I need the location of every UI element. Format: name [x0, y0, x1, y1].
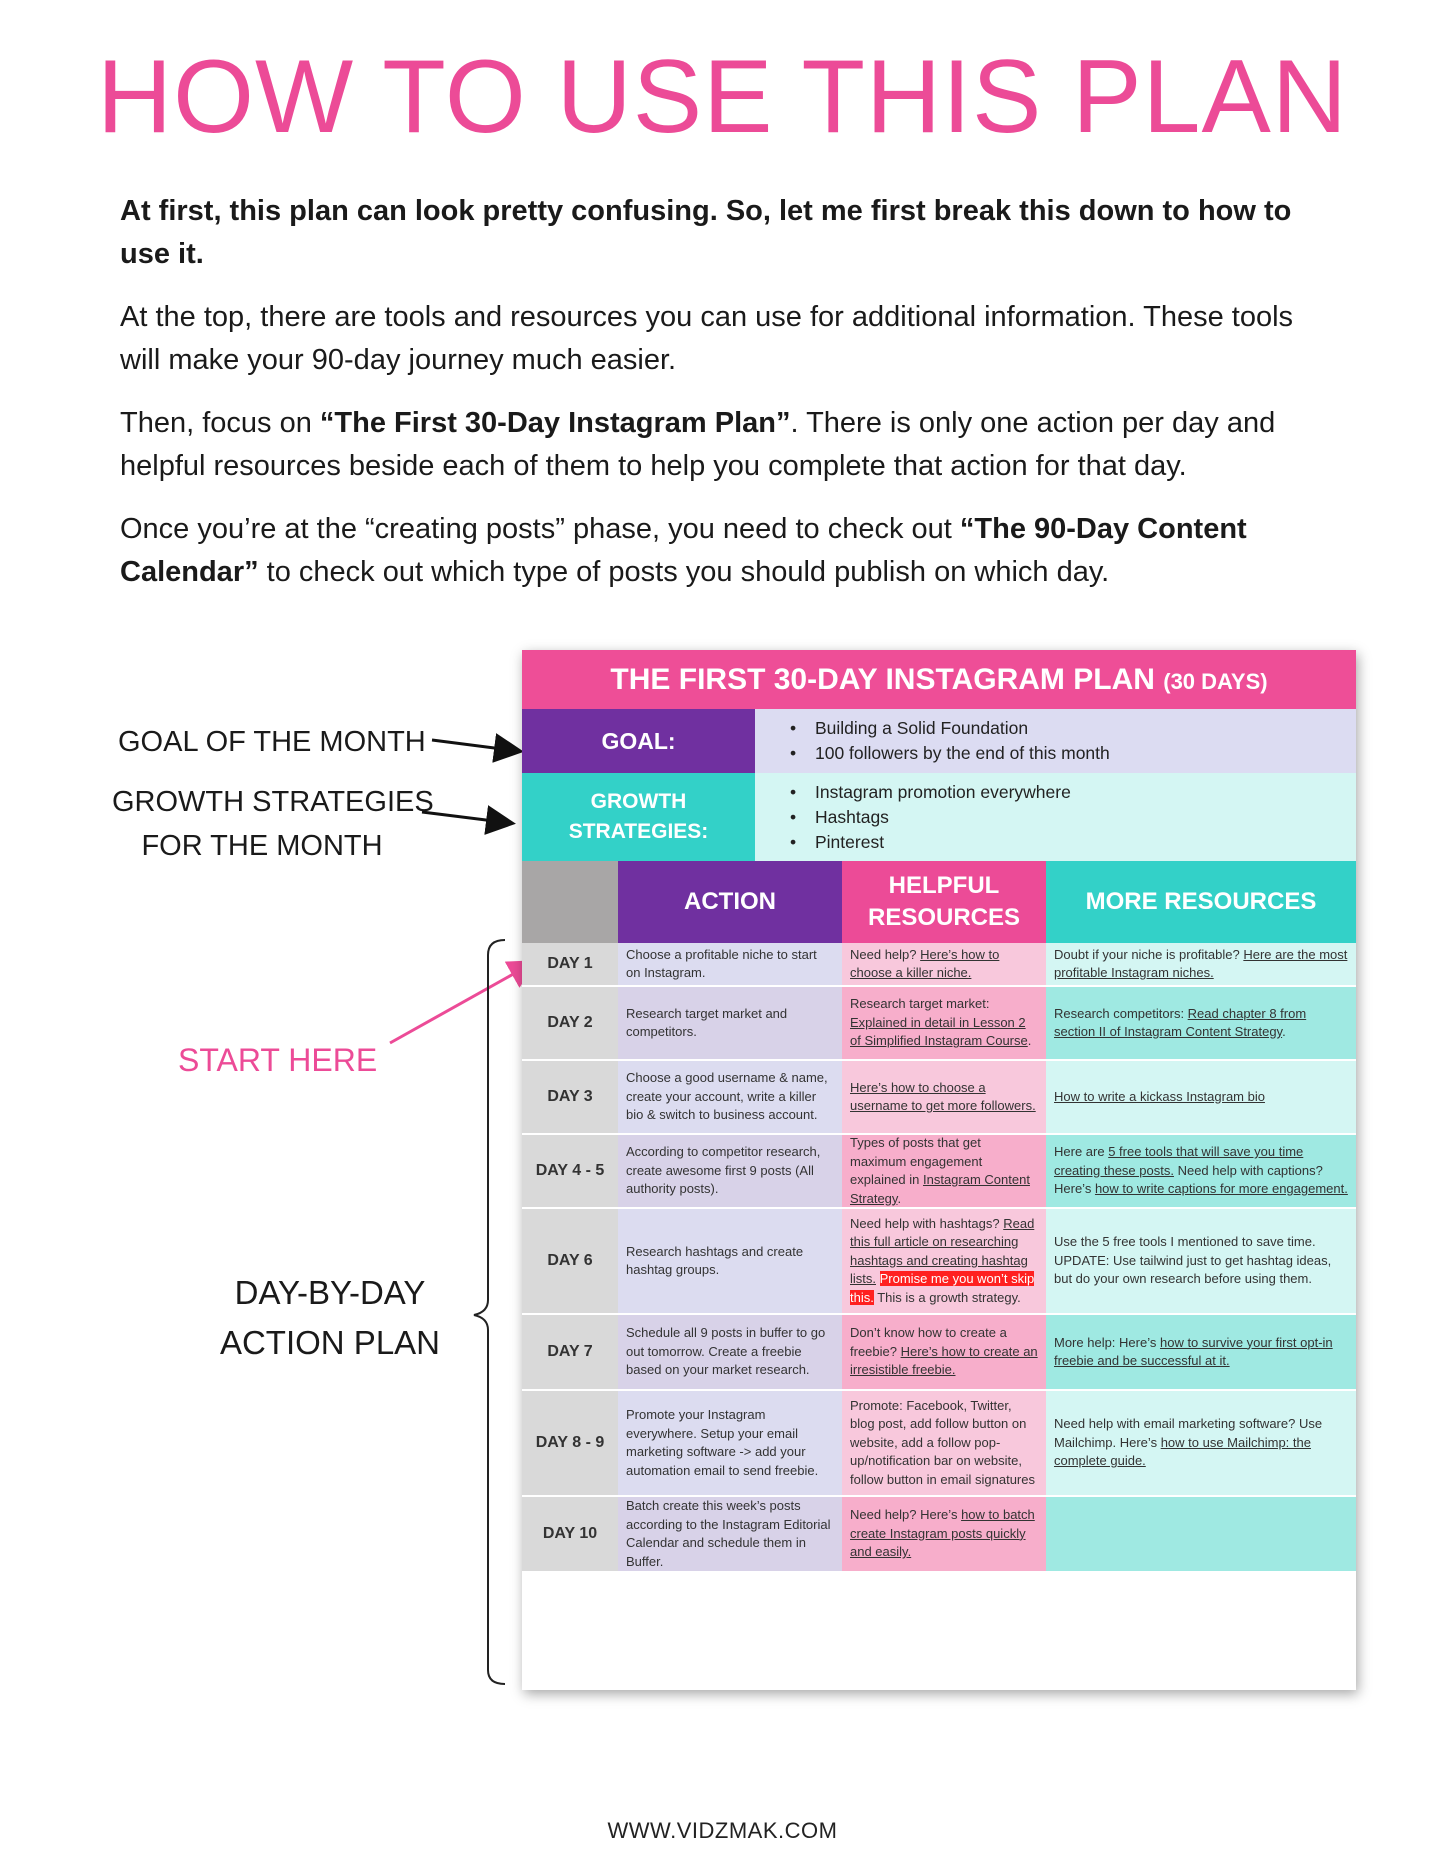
- helpful-text-after: .: [1027, 1033, 1032, 1049]
- helpful-cell: [842, 1135, 1046, 1209]
- daybyday-line-2: ACTION PLAN: [219, 1324, 441, 1361]
- day-bracket: [474, 940, 505, 1684]
- helpful-cell: [842, 943, 1046, 987]
- day-cell: DAY 2: [522, 987, 618, 1061]
- header-helpful-line-2: RESOURCES: [867, 904, 1021, 931]
- helpful-link[interactable]: Here’s how to choose a username to get more followers.: [850, 1079, 1036, 1113]
- goal-of-month-label: GOAL OF THE MONTH: [118, 726, 426, 758]
- helpful-cell: Promote: Facebook, Twitter, blog post, add follow button on website, add a follow pop-up/notification bar on website, follow button in email signatures: [842, 1391, 1046, 1497]
- growth-item: • Hashtags: [815, 805, 1356, 830]
- more-cell: [1046, 1497, 1356, 1573]
- daybyday-line-1: DAY-BY-DAY: [234, 1274, 426, 1311]
- action-cell: Choose a profitable niche to start on Instagram.: [618, 943, 842, 987]
- growth-arrow: [422, 812, 510, 823]
- growth-label-cell: [522, 773, 755, 861]
- helpful-text-after: .: [897, 1190, 902, 1206]
- day-cell: DAY 6: [522, 1209, 618, 1315]
- header-helpful-line-1: HELPFUL: [888, 872, 1000, 899]
- day-cell: DAY 10: [522, 1497, 618, 1573]
- helpful-cell: [842, 1061, 1046, 1135]
- plan-title-small: (30 DAYS): [1163, 669, 1268, 694]
- focus-text-bold: “The First 30-Day Instagram Plan”: [319, 407, 791, 439]
- action-cell: Schedule all 9 posts in buffer to go out tomorrow. Create a freebie based on your market research.: [618, 1315, 842, 1391]
- growth-label-line-1: GROWTH STRATEGIES: [112, 786, 434, 818]
- action-cell: According to competitor research, create awesome first 9 posts (All authority posts).: [618, 1135, 842, 1209]
- helpful-text: Need help? Here’s: [850, 1507, 962, 1523]
- action-cell: Research target market and competitors.: [618, 987, 842, 1061]
- posts-text-after: to check out which type of posts you should publish on which day.: [258, 556, 1110, 588]
- page-title: HOW TO USE THIS PLAN: [97, 39, 1348, 155]
- more-link[interactable]: how to use Mailchimp: the complete guide.: [1054, 1434, 1311, 1469]
- intro-paragraph: At first, this plan can look pretty confusing. So, let me first break this down to how to use it.: [120, 195, 1292, 270]
- focus-text-after: . There is only one action per day and helpful resources beside each of them to help you complete that action for that day.: [120, 407, 1276, 482]
- helpful-text: Need help with hashtags?: [850, 1215, 1004, 1231]
- action-cell: Research hashtags and create hashtag groups.: [618, 1209, 842, 1315]
- helpful-text: Don’t know how to create a freebie?: [850, 1325, 1007, 1359]
- more-cell: Use the 5 free tools I mentioned to save time. UPDATE: Use tailwind just to get hashtag ideas, but do your own research before using them.: [1046, 1209, 1356, 1315]
- helpful-text-after: This is a growth strategy.: [873, 1289, 1021, 1305]
- more-link-2[interactable]: how to write captions for more engagement.: [1094, 1181, 1348, 1197]
- goal-label-cell: GOAL:: [522, 709, 755, 773]
- more-link[interactable]: 5 free tools that will save you time creating these posts.: [1054, 1144, 1304, 1178]
- helpful-text: Types of posts that get maximum engagement explained in: [850, 1135, 983, 1187]
- helpful-link[interactable]: Read this full article on researching hashtags and creating hashtag lists.: [850, 1215, 1035, 1287]
- footer-url[interactable]: WWW.VIDZMAK.COM: [607, 1818, 838, 1843]
- instagram-plan-table: [522, 650, 1356, 1690]
- growth-label-line-2: FOR THE MONTH: [141, 830, 383, 862]
- goal-item: • Building a Solid Foundation: [815, 716, 1356, 741]
- posts-text-before: Once you’re at the “creating posts” phase, you need to check out: [120, 513, 960, 545]
- goal-row: [522, 709, 1356, 773]
- posts-text-bold: “The 90-Day Content Calendar”: [120, 513, 1247, 588]
- more-cell: [1046, 943, 1356, 987]
- plan-title: [522, 650, 1356, 709]
- helpful-link[interactable]: Explained in detail in Lesson 2 of Simplified Instagram Course: [850, 1014, 1028, 1049]
- more-cell: [1046, 1135, 1356, 1209]
- day-cell: DAY 3: [522, 1061, 618, 1135]
- growth-item: • Instagram promotion everywhere: [815, 780, 1356, 805]
- growth-row: [522, 773, 1356, 861]
- more-link[interactable]: how to survive your first opt-in freebie and be successful at it.: [1054, 1334, 1333, 1368]
- more-link[interactable]: Here are the most profitable Instagram niches.: [1054, 946, 1348, 980]
- plan-title-main: THE FIRST 30-DAY INSTAGRAM PLAN: [610, 663, 1155, 696]
- more-text: Here are: [1054, 1144, 1109, 1160]
- growth-cell-line-2: STRATEGIES:: [568, 820, 709, 843]
- growth-item: • Pinterest: [815, 830, 1356, 855]
- helpful-cell: [842, 987, 1046, 1061]
- helpful-cell: [842, 1497, 1046, 1573]
- growth-cell-line-1: GROWTH: [590, 790, 687, 813]
- start-here-arrow: [390, 963, 533, 1043]
- more-link[interactable]: Read chapter 8 from section II of Instagram Content Strategy: [1054, 1005, 1307, 1039]
- helpful-link[interactable]: Here’s how to create an irresistible freebie.: [850, 1343, 1038, 1378]
- more-text: Need help with email marketing software? Use Mailchimp. Here’s: [1054, 1416, 1323, 1450]
- goal-list: [755, 709, 1356, 773]
- more-text: Research competitors:: [1054, 1005, 1188, 1021]
- growth-list: [755, 773, 1356, 861]
- header-helpful-resources: [842, 861, 1046, 943]
- header-day: [522, 861, 618, 943]
- goal-item: • 100 followers by the end of this month: [815, 741, 1356, 766]
- start-here-label: START HERE: [178, 1042, 378, 1078]
- helpful-text: Need help?: [850, 946, 921, 962]
- action-cell: Promote your Instagram everywhere. Setup your email marketing software -> add your automation email to send freebie.: [618, 1391, 842, 1497]
- goal-arrow: [432, 740, 518, 751]
- more-link[interactable]: How to write a kickass Instagram bio: [1054, 1088, 1265, 1104]
- more-cell: [1046, 987, 1356, 1061]
- day-cell: DAY 7: [522, 1315, 618, 1391]
- action-cell: Choose a good username & name, create your account, write a killer bio & switch to business account.: [618, 1061, 842, 1135]
- helpful-highlight: Promise me you won’t skip this.: [850, 1271, 1035, 1305]
- day-cell: DAY 4 - 5: [522, 1135, 618, 1209]
- header-action: ACTION: [618, 861, 842, 943]
- helpful-cell: [842, 1209, 1046, 1315]
- more-text-2: Need help with captions? Here’s: [1054, 1162, 1323, 1197]
- more-text-after: .: [1282, 1024, 1286, 1039]
- day-cell: DAY 1: [522, 943, 618, 987]
- helpful-cell: [842, 1315, 1046, 1391]
- tools-paragraph: At the top, there are tools and resources you can use for additional information. These tools will make your 90-day journey much easier.: [120, 301, 1294, 376]
- more-text: More help: Here’s: [1054, 1334, 1160, 1350]
- more-text: Doubt if your niche is profitable?: [1054, 946, 1244, 962]
- helpful-text: Research target market:: [850, 996, 990, 1012]
- header-more-resources: MORE RESOURCES: [1046, 861, 1356, 943]
- more-cell: [1046, 1391, 1356, 1497]
- more-cell: [1046, 1061, 1356, 1135]
- day-cell: DAY 8 - 9: [522, 1391, 618, 1497]
- focus-text-before: Then, focus on: [120, 407, 320, 439]
- helpful-link[interactable]: Instagram Content Strategy: [850, 1172, 1030, 1206]
- more-cell: [1046, 1315, 1356, 1391]
- helpful-link[interactable]: Here’s how to choose a killer niche.: [850, 946, 1000, 980]
- day-plan-grid: [522, 861, 1356, 1573]
- helpful-link[interactable]: how to batch create Instagram posts quickly and easily.: [850, 1507, 1035, 1560]
- action-cell: Batch create this week’s posts according to the Instagram Editorial Calendar and schedule them in Buffer.: [618, 1497, 842, 1573]
